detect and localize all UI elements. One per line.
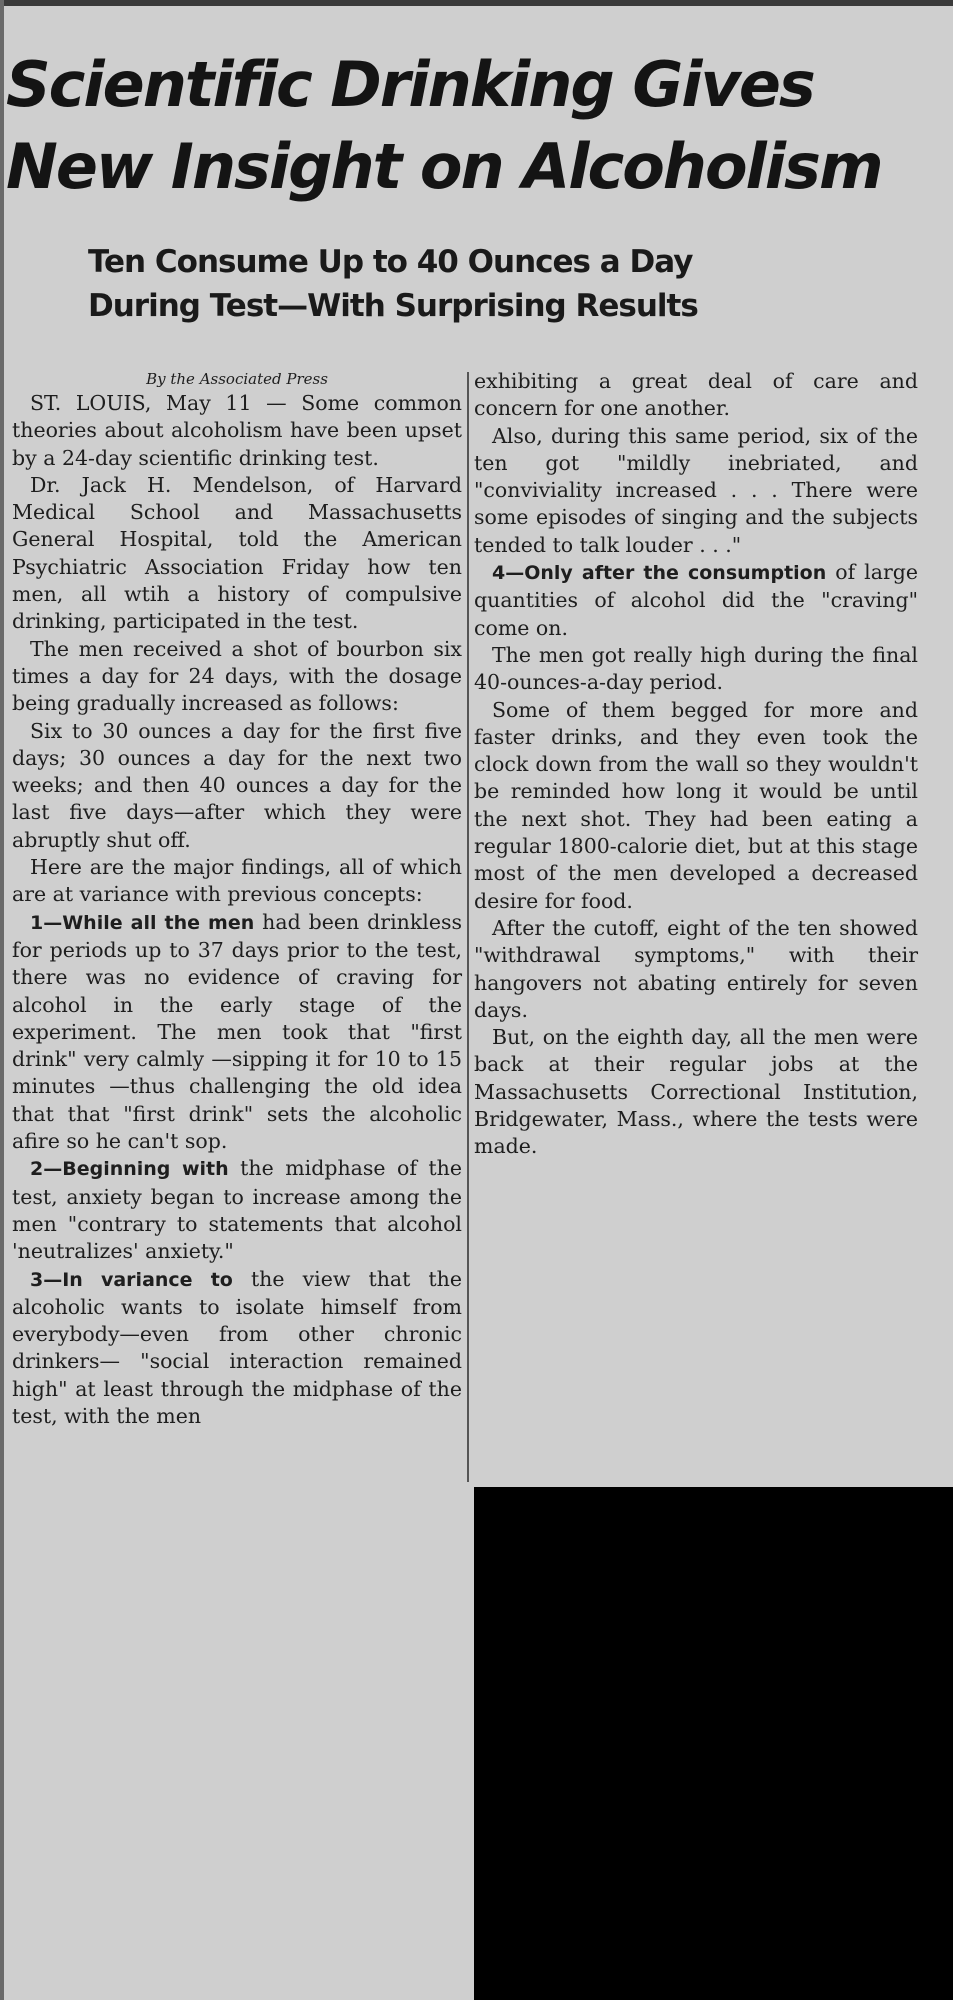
article-paragraph [474,1024,918,1160]
article-paragraph [12,718,462,854]
paragraph-text: of large quantities of alcohol did the "craving" come on. [474,560,918,640]
paragraph-lead: 1—While all the men [30,911,255,934]
paragraph-text: the midphase of the test, anxiety began to increase among the men "contrary to statements that alcohol 'neutralizes' anxiety." [12,1156,462,1264]
paragraph-text: The men got really high during the final 40-ounces-a-day period. [474,642,918,695]
paragraph-text: But, on the eighth day, all the men were back at their regular jobs at the Massachusetts Correctional Institution, Bridgewater, Mass., where the tests were made. [474,1025,918,1159]
paragraph-text: ST. LOUIS, May 11 — Some common theories about alcoholism have been upset by a 24-day scientific drinking test. [12,391,462,470]
top-rule [0,0,953,6]
subhead-line-1: Ten Consume Up to 40 Ounces a Day [88,244,693,280]
paragraph-text: Some of them begged for more and faster drinks, and they even took the clock down from the wall so they wouldn't be reminded how long it would be until the next shot. They had been eating a regular 1800-calorie diet, but at this stage most of the men developed a decreased desire for food. [474,697,918,913]
paragraph-text: After the cutoff, eight of the ten showed "withdrawal symptoms," with their hangovers not abating entirely for seven days. [474,915,918,1022]
byline: By the Associated Press [146,370,328,388]
article-paragraph [12,390,462,472]
paragraph-text: exhibiting a great deal of care and concern for one another. [474,369,918,421]
article-paragraph [474,915,918,1024]
paragraph-lead: 3—In variance to [30,1268,233,1291]
paragraph-text: Dr. Jack H. Mendelson, of Harvard Medical School and Massachusetts General Hospital, told the American Psychiatric Association Friday how ten men, all wtih a history of compulsive drinking, participated in the test. [12,472,462,634]
article-paragraph [474,368,918,423]
paragraph-text: The men received a shot of bourbon six times a day for 24 days, with the dosage being gradually increased as follows: [12,636,462,716]
article-paragraph [474,697,918,915]
article-paragraph [12,1155,462,1265]
article-paragraph [12,1266,462,1431]
subhead-line-2: During Test—With Surprising Results [88,288,698,324]
right-column [474,368,918,1161]
article-paragraph [474,642,918,697]
article-paragraph [474,559,918,642]
paragraph-text: Also, during this same period, six of the ten got "mildly inebriated, and "conviviality increased . . . There were some episodes of singing and the subjects tended to talk louder . . ." [474,423,918,557]
article-paragraph [12,854,462,909]
headline-line-1: Scientific Drinking Gives [6,48,814,121]
left-edge-rule [0,0,4,2000]
blank-area [474,1487,953,2000]
subheadline [88,240,908,328]
paragraph-lead: 2—Beginning with [30,1158,229,1181]
article-paragraph [474,423,918,559]
article-paragraph [12,909,462,1156]
headline [6,44,946,208]
article-paragraph [12,472,462,636]
paragraph-text: Here are the major findings, all of which are at variance with previous concepts: [12,855,462,907]
paragraph-lead: 4—Only after the consumption [492,562,827,585]
paragraph-text: had been drinkless for periods up to 37 days prior to the test, there was no evidence of craving for alcohol in the early stage of the experiment. The men took that "first drink" very calmly —sipping it for 10 to 15 minutes —thus challenging the old idea that that "first drink" sets the alcoholic afire so he can't sop. [12,909,462,1154]
article-paragraph [12,636,462,718]
column-divider [467,372,469,1482]
left-column [12,368,462,1430]
headline-line-2: New Insight on Alcoholism [6,130,882,203]
paragraph-text: the view that the alcoholic wants to isolate himself from everybody—even from other chronic drinkers— "social interaction remained high" at least through the midphase of the test, with the men [12,1266,462,1428]
paragraph-text: Six to 30 ounces a day for the first five days; 30 ounces a day for the next two weeks; and then 40 ounces a day for the last five days—after which they were abruptly shut off. [12,718,462,852]
